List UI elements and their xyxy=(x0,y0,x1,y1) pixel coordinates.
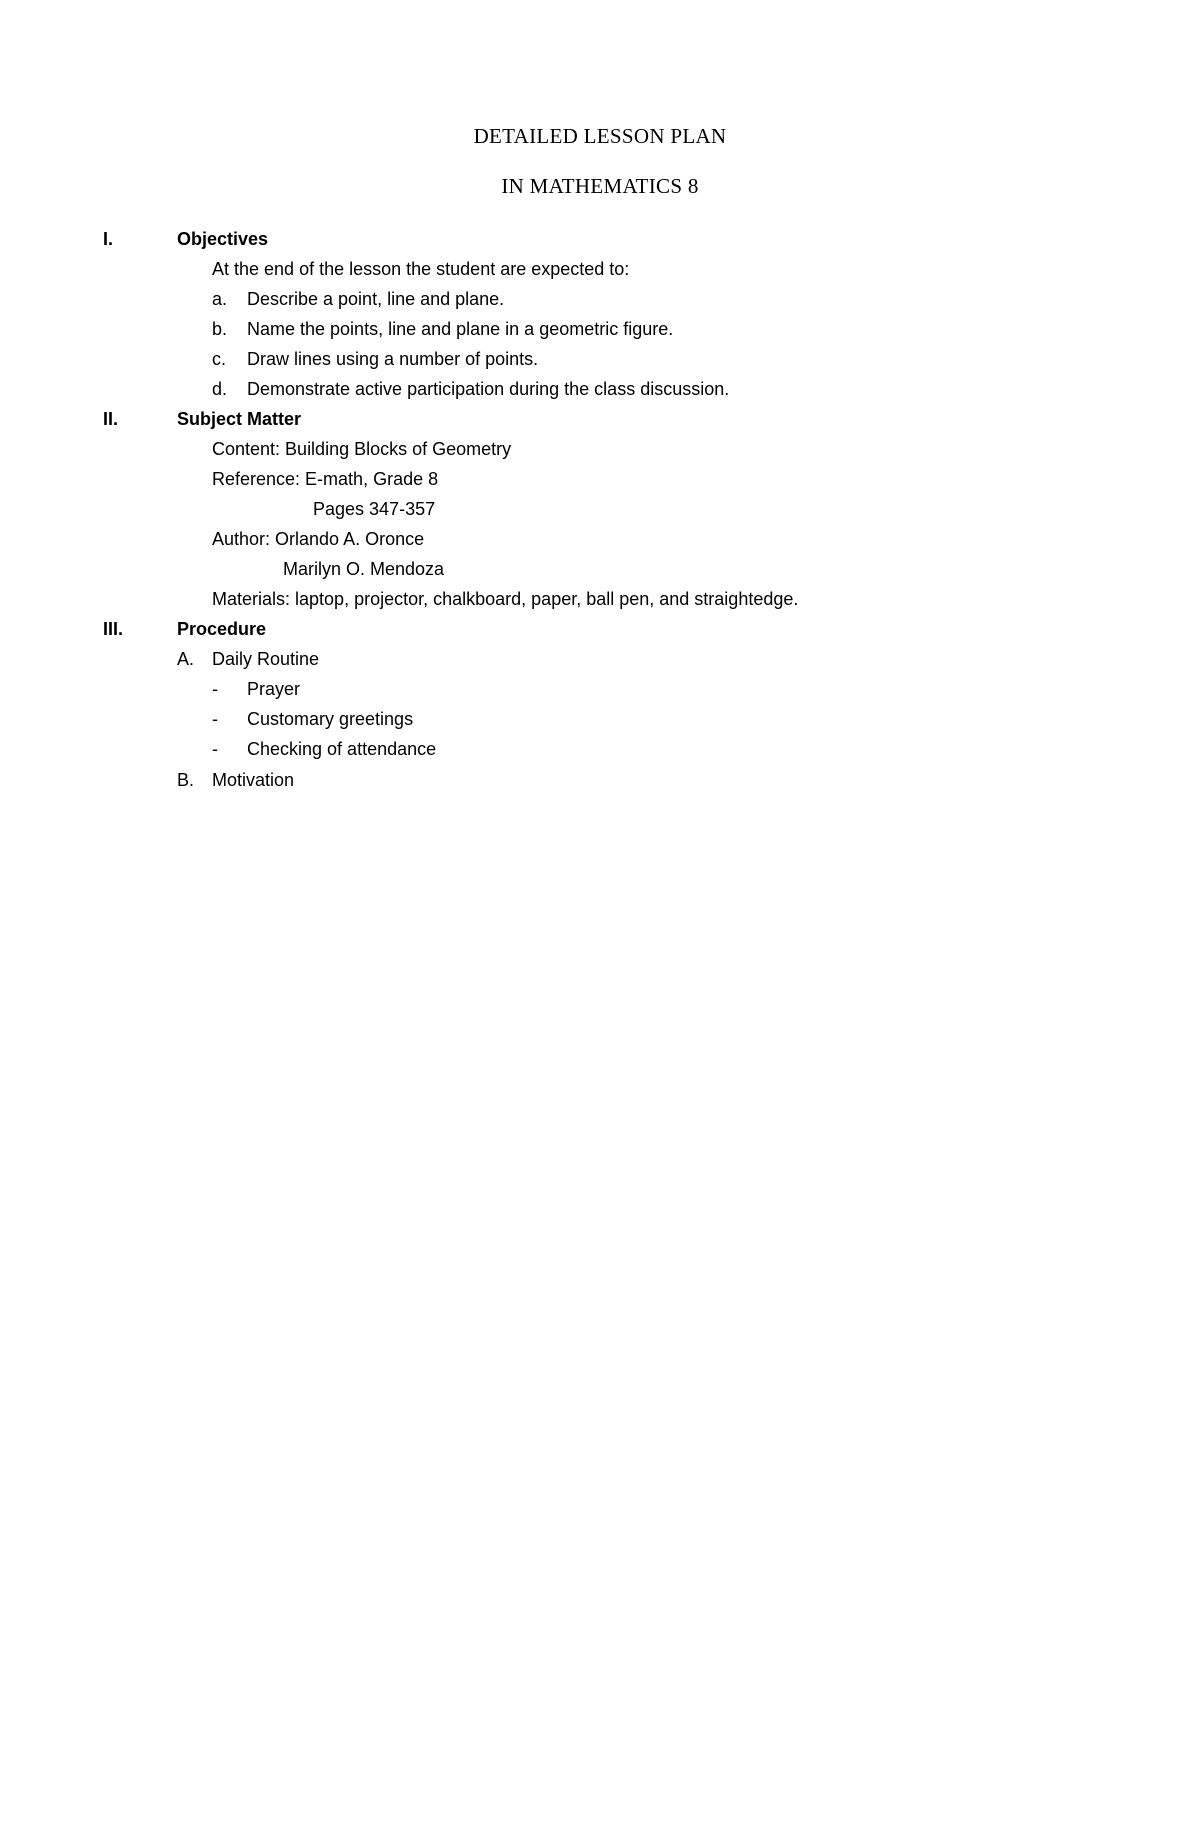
objectives-intro: At the end of the lesson the student are expected to: xyxy=(212,259,630,279)
objective-text-d: Demonstrate active participation during the class discussion. xyxy=(247,379,730,399)
subject-materials: Materials: laptop, projector, chalkboard, paper, ball pen, and straightedge. xyxy=(212,589,799,609)
routine-item-prayer: Prayer xyxy=(247,679,301,699)
subject-content: Content: Building Blocks of Geometry xyxy=(212,439,512,459)
objective-marker-b: b. xyxy=(212,319,228,339)
routine-item-attendance: Checking of attendance xyxy=(247,739,437,759)
objective-marker-d: d. xyxy=(212,379,228,399)
subject-reference: Reference: E-math, Grade 8 xyxy=(212,469,439,489)
objective-marker-c: c. xyxy=(212,349,227,369)
objective-text-c: Draw lines using a number of points. xyxy=(247,349,539,369)
procedure-motivation: Motivation xyxy=(212,770,295,790)
procedure-daily-routine: Daily Routine xyxy=(212,649,320,669)
section-numeral-procedure: III. xyxy=(103,619,124,639)
routine-dash-1: - xyxy=(212,679,218,699)
routine-dash-2: - xyxy=(212,709,218,729)
procedure-marker-b: B. xyxy=(177,770,195,790)
objective-text-a: Describe a point, line and plane. xyxy=(247,289,505,309)
section-heading-procedure: Procedure xyxy=(177,619,267,639)
document-subtitle: IN MATHEMATICS 8 xyxy=(501,174,699,198)
document-title: DETAILED LESSON PLAN xyxy=(473,124,727,148)
subject-author: Author: Orlando A. Oronce xyxy=(212,529,425,549)
section-numeral-objectives: I. xyxy=(103,229,114,249)
subject-coauthor: Marilyn O. Mendoza xyxy=(283,559,445,579)
objective-marker-a: a. xyxy=(212,289,228,309)
section-numeral-subject-matter: II. xyxy=(103,409,119,429)
procedure-marker-a: A. xyxy=(177,649,195,669)
subject-pages: Pages 347-357 xyxy=(313,499,436,519)
routine-item-greetings: Customary greetings xyxy=(247,709,414,729)
objective-text-b: Name the points, line and plane in a geometric figure. xyxy=(247,319,674,339)
section-heading-objectives: Objectives xyxy=(177,229,269,249)
routine-dash-3: - xyxy=(212,739,218,759)
section-heading-subject-matter: Subject Matter xyxy=(177,409,302,429)
